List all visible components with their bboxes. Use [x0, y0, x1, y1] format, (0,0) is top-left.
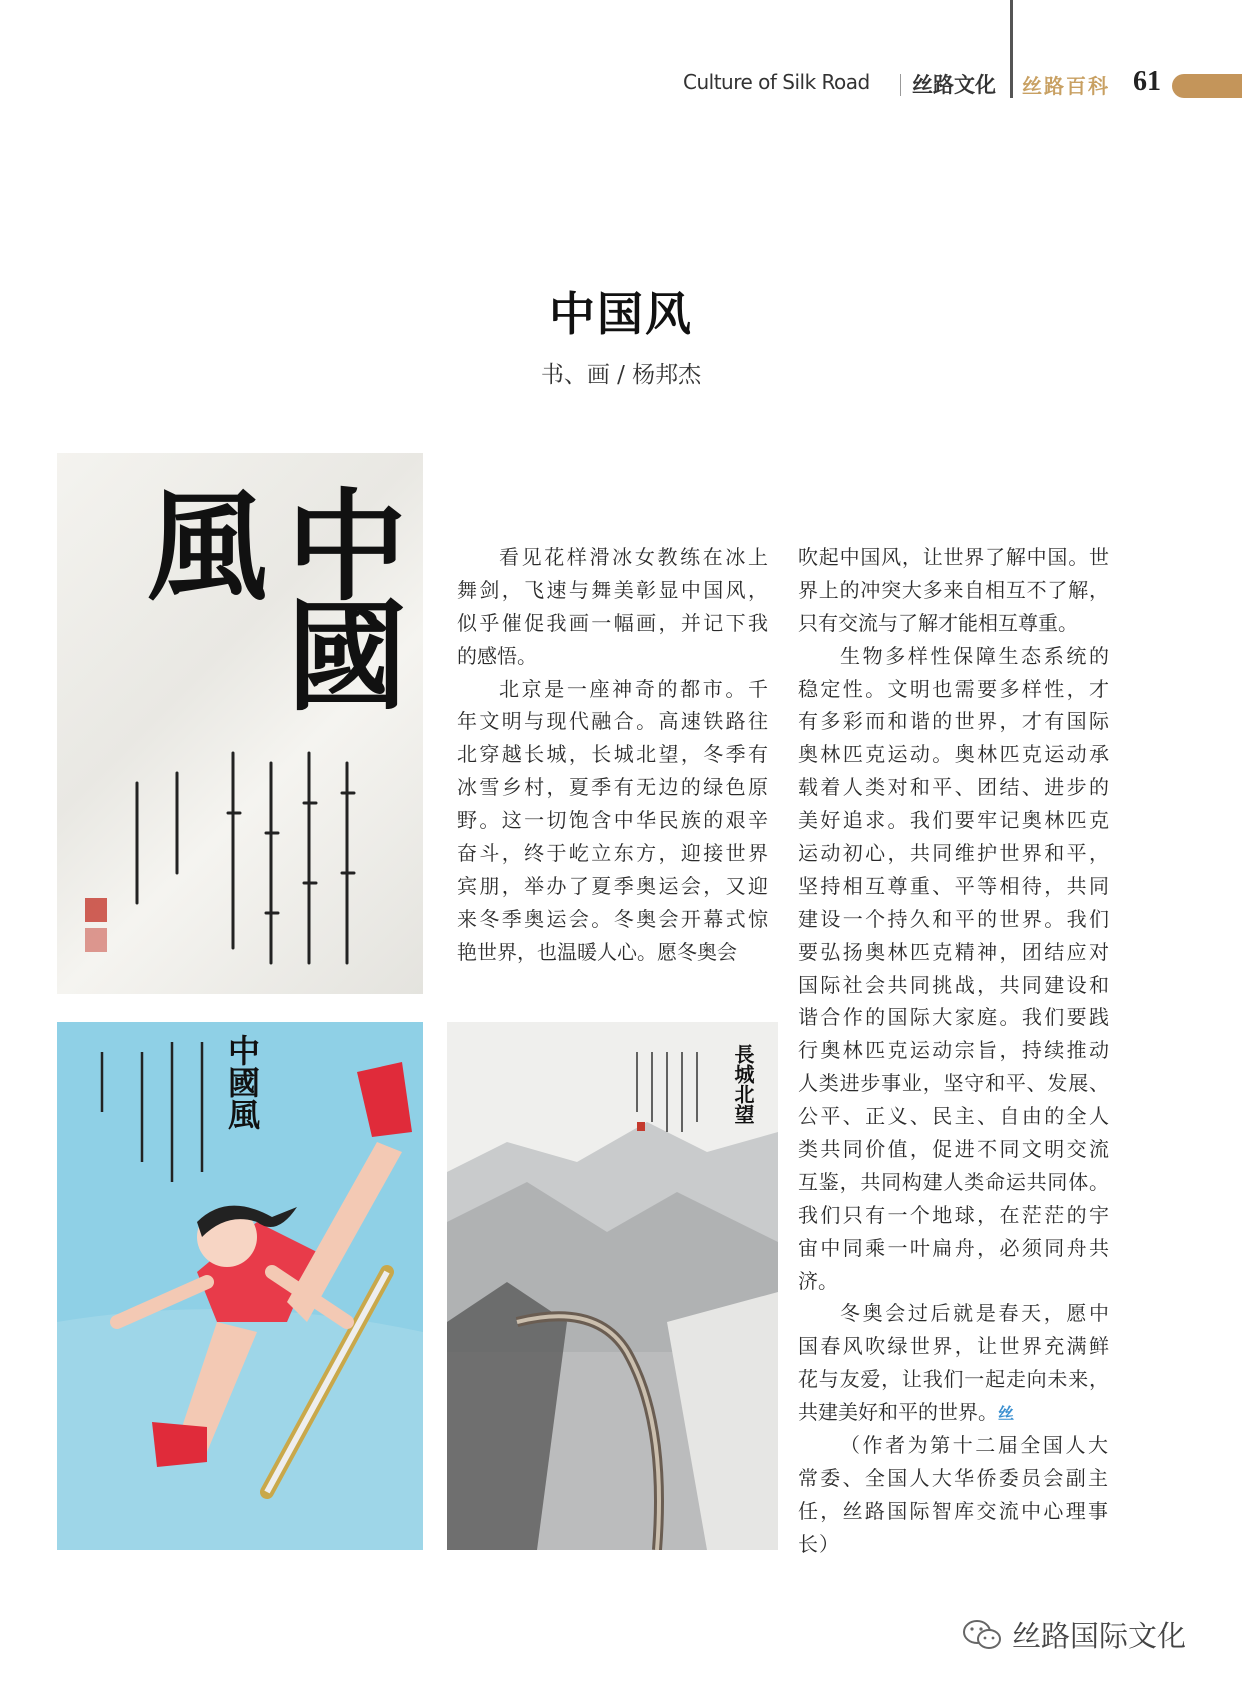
body-text-line	[798, 837, 1109, 870]
body-text-line	[457, 870, 768, 903]
line-text: 奥林匹克运动。奥林匹克运动承	[798, 742, 1109, 767]
body-text-line	[457, 574, 768, 607]
header-vertical-rule	[1010, 0, 1013, 98]
line-text: 吹起中国风，让世界了解中国。世	[798, 545, 1109, 569]
line-text: 国际社会共同挑战，共同建设和	[798, 972, 1109, 997]
section-title-en: Culture of Silk Road	[683, 70, 870, 94]
body-text-line	[798, 1330, 1109, 1363]
author-note-line	[798, 1528, 1109, 1561]
body-text-line	[798, 1232, 1109, 1265]
line-text: 常委、全国人大华侨委员会副主	[798, 1465, 1109, 1490]
body-text-line	[798, 1034, 1109, 1067]
body-text-line	[798, 771, 1109, 804]
line-text: 稳定性。文明也需要多样性，才	[798, 676, 1109, 701]
line-text: 行奥林匹克运动宗旨，持续推动	[798, 1038, 1109, 1063]
line-text: 冰雪乡村，夏季有无边的绿色原	[457, 775, 768, 800]
body-text-line	[798, 804, 1109, 837]
body-text-line	[798, 1297, 1109, 1330]
line-text: 坚持相互尊重、平等相待，共同	[798, 873, 1109, 898]
brand-logo: 丝路百科	[1022, 74, 1110, 98]
mountain-landscape	[447, 1022, 778, 1550]
body-text-line	[457, 541, 768, 574]
line-text: 载着人类对和平、团结、进步的	[798, 775, 1109, 800]
line-text: 人类进步事业，坚守和平、发展、	[798, 1071, 1109, 1096]
author-note-line	[798, 1495, 1109, 1528]
body-text-line	[798, 1166, 1109, 1199]
line-text: 看见花样滑冰女教练在冰上	[499, 545, 768, 569]
text-column-1	[457, 541, 768, 969]
line-text: 要弘扬奥林匹克精神，团结应对	[798, 939, 1109, 964]
page-number: 61	[1133, 66, 1161, 97]
line-text: 共建美好和平的世界。	[798, 1400, 998, 1425]
body-text-line	[798, 1363, 1109, 1396]
body-text-line	[798, 969, 1109, 1002]
body-text-line	[798, 673, 1109, 706]
section-title-cn: 丝路文化	[912, 73, 996, 97]
calligraphy-painting	[57, 453, 423, 994]
line-text: 公平、正义、民主、自由的全人	[798, 1104, 1109, 1129]
author-note-line	[798, 1429, 1109, 1462]
body-text-line	[798, 1396, 1109, 1429]
line-text: 舞剑，飞速与舞美彰显中国风，	[457, 577, 768, 602]
line-text: 类共同价值，促进不同文明交流	[798, 1137, 1109, 1162]
body-text-line	[457, 804, 768, 837]
body-text-line	[457, 903, 768, 936]
line-text: 只有交流与了解才能相互尊重。	[798, 610, 1078, 635]
line-text: 济。	[798, 1268, 838, 1293]
header-divider	[900, 74, 901, 96]
body-text-line	[798, 1265, 1109, 1298]
line-text: 互鉴，共同构建人类命运共同体。	[798, 1169, 1109, 1194]
body-text-line	[798, 574, 1109, 607]
line-text: 似乎催促我画一幅画，并记下我	[457, 610, 768, 635]
line-text: 年文明与现代融合。高速铁路往	[457, 709, 768, 734]
calligraphy-text: 中國風	[223, 1034, 261, 1130]
body-text-line	[798, 1199, 1109, 1232]
line-text: 运动初心，共同维护世界和平，	[798, 841, 1109, 866]
page-tab-decoration	[1172, 74, 1242, 98]
line-text: 美好追求。我们要牢记奥林匹克	[798, 808, 1109, 833]
line-text: 生物多样性保障生态系统的	[840, 643, 1109, 668]
body-text-line	[798, 1001, 1109, 1034]
line-text: 我们只有一个地球，在茫茫的宇	[798, 1202, 1109, 1227]
article-byline: 书、画 / 杨邦杰	[540, 362, 702, 388]
article-title: 中国风	[549, 287, 693, 341]
great-wall-painting	[447, 1022, 778, 1550]
line-text: 任，丝路国际智库交流中心理事	[798, 1498, 1109, 1523]
calligraphy-text: 長城北望	[731, 1044, 755, 1124]
body-text-line	[798, 640, 1109, 673]
line-text: （作者为第十二届全国人大	[840, 1433, 1109, 1458]
line-text: 野。这一切饱含中华民族的艰辛	[457, 808, 768, 833]
line-text: 建设一个持久和平的世界。我们	[798, 906, 1109, 931]
text-column-2	[798, 541, 1109, 1561]
line-text: 有多彩而和谐的世界，才有国际	[798, 709, 1109, 734]
line-text: 长）	[798, 1531, 840, 1556]
body-text-line	[798, 1133, 1109, 1166]
watermark-account-name: 丝路国际文化	[1012, 1619, 1187, 1653]
line-text: 国春风吹绿世界，让世界充满鲜	[798, 1334, 1109, 1359]
body-text-line	[457, 738, 768, 771]
body-text-line	[457, 771, 768, 804]
line-text: 冬奥会过后就是春天，愿中	[840, 1301, 1109, 1326]
line-text: 花与友爱，让我们一起走向未来，	[798, 1367, 1109, 1392]
body-text-line	[798, 705, 1109, 738]
body-text-line	[457, 936, 768, 969]
body-text-line	[798, 1067, 1109, 1100]
calligraphy-text: 中國風	[127, 483, 408, 703]
line-text: 艳世界，也温暖人心。愿冬奥会	[457, 939, 737, 964]
line-text: 宙中同乘一叶扁舟，必须同舟共	[798, 1235, 1109, 1260]
body-text-line	[457, 837, 768, 870]
body-text-line	[457, 640, 768, 673]
body-text-line	[798, 870, 1109, 903]
body-text-line	[798, 738, 1109, 771]
line-text: 奋斗，终于屹立东方，迎接世界	[457, 841, 768, 866]
line-text: 谐合作的国际大家庭。我们要践	[798, 1005, 1109, 1030]
body-text-line	[798, 1100, 1109, 1133]
body-text-line	[798, 607, 1109, 640]
body-text-line	[457, 607, 768, 640]
line-text: 界上的冲突大多来自相互不了解，	[798, 577, 1109, 602]
wechat-icon	[962, 1618, 1002, 1652]
body-text-line	[457, 705, 768, 738]
body-text-line	[798, 541, 1109, 574]
body-text-line	[798, 903, 1109, 936]
author-note-line	[798, 1462, 1109, 1495]
body-text-line	[798, 936, 1109, 969]
line-text: 北穿越长城，长城北望，冬季有	[457, 742, 768, 767]
calligraphy-inscription	[57, 453, 423, 994]
line-text: 北京是一座神奇的都市。千	[499, 676, 768, 701]
body-text-line	[457, 673, 768, 706]
skater-painting	[57, 1022, 423, 1550]
line-text: 的感悟。	[457, 643, 537, 668]
line-text: 来冬季奥运会。冬奥会开幕式惊	[457, 906, 768, 931]
end-mark-logo-icon: 丝	[998, 1404, 1015, 1424]
line-text: 宾朋，举办了夏季奥运会，又迎	[457, 873, 768, 898]
